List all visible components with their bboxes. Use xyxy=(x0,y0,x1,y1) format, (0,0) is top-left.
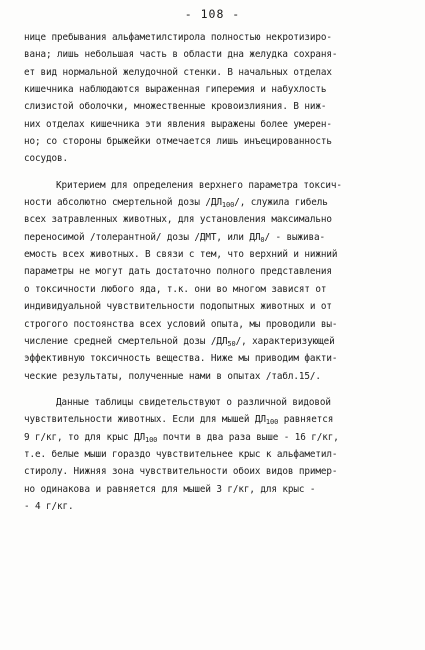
text-line: эффективную токсичность вещества. Ниже мы приводим факти- xyxy=(24,353,338,365)
subscript: 0 xyxy=(260,235,265,244)
text-line: нице пребывания альфаметилстирола полностью некротизиро- xyxy=(24,32,332,43)
paragraph-gap xyxy=(24,168,409,177)
subscript: 100 xyxy=(221,201,235,210)
text-line: параметры не могут дать достаточно полного представления xyxy=(24,266,332,278)
line-text: числение средней смертельной дозы /ДЛ xyxy=(24,335,228,347)
line-text-after-subscript: /, характеризующей xyxy=(235,335,335,347)
text-line: строгого постоянства всех условий опыта, мы проводили вы- xyxy=(24,318,338,330)
line-text: ности абсолютно смертельной дозы /ДЛ xyxy=(24,197,222,209)
text-line: емость всех животных. В связи с тем, что верхний и нижний xyxy=(24,249,338,261)
body-text xyxy=(24,29,409,515)
line-text-after-subscript: почти в два раза выше - 16 г/кг, xyxy=(157,431,339,443)
page-number: - 108 - xyxy=(184,7,241,21)
text-line xyxy=(24,429,409,446)
text-line: вана; лишь небольшая часть в области дна желудка сохраня- xyxy=(24,49,338,61)
line-text-after-subscript: / - выжива- xyxy=(264,231,325,243)
text-line xyxy=(24,333,409,350)
text-line xyxy=(24,411,409,428)
paragraph-gap xyxy=(24,385,409,394)
line-text: чувствительности животных. Если для мышей ДЛ xyxy=(24,414,266,426)
text-line: - 4 г/кг. xyxy=(24,500,74,512)
paragraph xyxy=(24,177,409,385)
line-text-after-subscript: равняется xyxy=(278,414,334,426)
text-line: всех затравленных животных, для установления максимально xyxy=(24,214,332,226)
text-line: но; со стороны брыжейки отмечается лишь инъецированность xyxy=(24,136,332,148)
text-line: Данные таблицы свидетельствуют о различной видовой xyxy=(56,396,331,408)
text-line: стиролу. Нижняя зона чувствительности обоих видов пример- xyxy=(24,466,338,478)
subscript: 50 xyxy=(227,339,236,348)
text-line: но одинакова и равняется для мышей 3 г/кг, для крыс - xyxy=(24,483,316,495)
line-text: 9 г/кг, то для крыс ДЛ xyxy=(24,431,145,443)
line-text: переносимой /толерантной/ дозы /ДМТ, или ДЛ xyxy=(24,231,261,243)
text-line: о токсичности любого яда, т.к. они во многом зависят от xyxy=(24,283,327,295)
text-line: индивидуальной чувствительности подопытных животных и от xyxy=(24,301,332,313)
text-line: кишечника наблюдаются выраженная гиперемия и набухлость xyxy=(24,84,327,96)
text-line: ческие результаты, полученные нами в опытах /табл.15/. xyxy=(24,370,321,382)
text-line: них отделах кишечника эти явления выражены более умерен- xyxy=(24,118,332,130)
paragraph xyxy=(24,394,409,515)
line-text-after-subscript: /, служила гибель xyxy=(234,197,328,209)
paragraph xyxy=(24,29,409,168)
subscript: 100 xyxy=(144,435,158,444)
text-line: слизистой оболочки, множественные кровоизлияния. В ниж- xyxy=(24,101,327,113)
text-line xyxy=(24,194,409,211)
subscript: 100 xyxy=(265,418,279,427)
text-line: т.е. белые мыши гораздо чувствительнее крыс к альфаметил- xyxy=(24,448,338,460)
text-line: сосудов. xyxy=(24,153,68,165)
text-line xyxy=(24,229,409,246)
text-line: Критерием для определения верхнего параметра токсич- xyxy=(56,179,342,191)
text-line: ет вид нормальной желудочной стенки. В начальных отделах xyxy=(24,66,332,78)
